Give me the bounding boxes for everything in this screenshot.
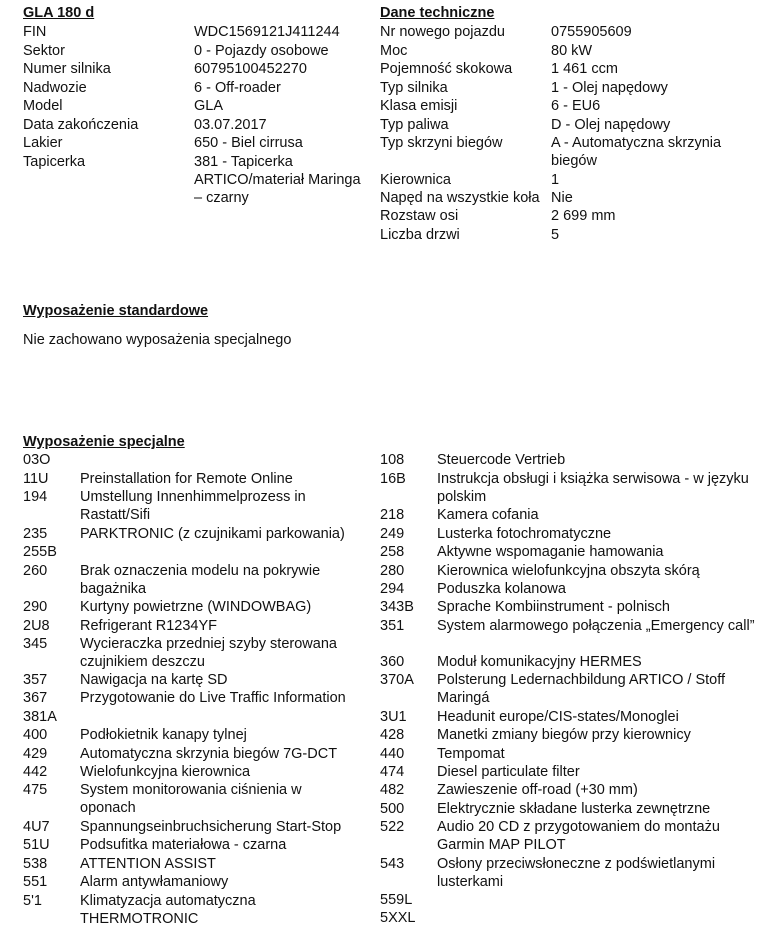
equipment-desc: Diesel particulate filter xyxy=(437,764,580,780)
field-value: 03.07.2017 xyxy=(194,117,267,133)
equipment-desc: Kierownica wielofunkcyjna obszyta skórą xyxy=(437,563,700,579)
equipment-row xyxy=(23,763,373,781)
equipment-row xyxy=(23,892,373,927)
field-value: WDC1569121J411244 xyxy=(194,24,340,40)
field-value: 2 699 mm xyxy=(551,208,616,224)
equipment-row xyxy=(380,580,760,598)
equipment-row xyxy=(380,506,760,524)
tech-field-row xyxy=(380,23,760,41)
equipment-row xyxy=(23,525,373,543)
field-label: Pojemność skokowa xyxy=(380,61,513,77)
equipment-code: 345 xyxy=(23,636,48,652)
equipment-desc: Audio 20 CD z przygotowaniem do montażu Garmin MAP PILOT xyxy=(437,819,720,853)
field-label: Data zakończenia xyxy=(23,117,139,133)
vehicle-field-row xyxy=(23,60,373,78)
field-value: 6 - Off-roader xyxy=(194,80,281,96)
equipment-code: 3U1 xyxy=(380,709,407,725)
equipment-row xyxy=(23,488,373,523)
field-value: 0 - Pojazdy osobowe xyxy=(194,43,329,59)
field-label: Typ paliwa xyxy=(380,117,449,133)
vehicle-field-row xyxy=(23,23,373,41)
equipment-desc: Steuercode Vertrieb xyxy=(437,452,566,468)
equipment-desc: Elektrycznie składane lusterka zewnętrzne xyxy=(437,801,711,817)
equipment-desc: Alarm antywłamaniowy xyxy=(80,874,229,890)
equipment-row xyxy=(380,909,760,927)
equipment-row xyxy=(380,855,760,890)
equipment-row xyxy=(23,470,373,488)
equipment-desc: Polsterung Ledernachbildung ARTICO / Stoff Maringá xyxy=(437,672,726,706)
equipment-row xyxy=(380,543,760,561)
vehicle-field-row xyxy=(23,134,373,152)
equipment-desc: Umstellung Innenhimmelprozess in Rastatt/Sifi xyxy=(80,489,306,523)
equipment-code: 428 xyxy=(380,727,405,743)
equipment-code: 440 xyxy=(380,746,405,762)
field-label: Nr nowego pojazdu xyxy=(380,24,505,40)
equipment-desc: Brak oznaczenia modelu na pokrywie bagażnika xyxy=(80,563,321,597)
equipment-desc: Refrigerant R1234YF xyxy=(80,618,218,634)
equipment-code: 400 xyxy=(23,727,48,743)
equipment-desc: Instrukcja obsługi i książka serwisowa - w języku polskim xyxy=(437,471,749,505)
equipment-row xyxy=(380,726,760,744)
equipment-desc: Spannungseinbruchsicherung Start-Stop xyxy=(80,819,342,835)
equipment-desc: PARKTRONIC (z czujnikami parkowania) xyxy=(80,526,345,542)
field-label: Kierownica xyxy=(380,172,451,188)
equipment-row xyxy=(23,708,373,726)
equipment-row xyxy=(380,781,760,799)
special-title: Wyposażenie specjalne xyxy=(23,434,185,450)
field-value: 60795100452270 xyxy=(194,61,307,77)
equipment-code: 2U8 xyxy=(23,618,50,634)
equipment-row xyxy=(23,562,373,597)
equipment-row xyxy=(23,671,373,689)
equipment-desc: Poduszka kolanowa xyxy=(437,581,566,597)
equipment-code: 11U xyxy=(23,471,49,487)
equipment-code: 559L xyxy=(380,892,413,908)
field-label: Rozstaw osi xyxy=(380,208,459,224)
tech-title: Dane techniczne xyxy=(380,5,495,21)
field-label: Klasa emisji xyxy=(380,98,458,114)
equipment-desc: Moduł komunikacyjny HERMES xyxy=(437,654,642,670)
field-label: Liczba drzwi xyxy=(380,227,460,243)
vehicle-title: GLA 180 d xyxy=(23,5,95,21)
equipment-code: 03O xyxy=(23,452,51,468)
equipment-code: 108 xyxy=(380,452,405,468)
equipment-desc: Headunit europe/CIS-states/Monoglei xyxy=(437,709,679,725)
equipment-desc: Zawieszenie off-road (+30 mm) xyxy=(437,782,638,798)
equipment-code: 5XXL xyxy=(380,910,416,926)
equipment-desc: Podsufitka materiałowa - czarna xyxy=(80,837,287,853)
tech-field-row xyxy=(380,97,760,115)
equipment-row xyxy=(23,818,373,836)
field-label: Numer silnika xyxy=(23,61,111,77)
field-value: 1 xyxy=(551,172,560,188)
equipment-desc: Sprache Kombiinstrument - polnisch xyxy=(437,599,670,615)
equipment-desc: Klimatyzacja automatyczna THERMOTRONIC xyxy=(80,893,256,927)
equipment-code: 482 xyxy=(380,782,405,798)
equipment-desc: Tempomat xyxy=(437,746,505,762)
equipment-desc: Lusterka fotochromatyczne xyxy=(437,526,612,542)
equipment-desc: Nawigacja na kartę SD xyxy=(80,672,228,688)
vehicle-field-row xyxy=(23,116,373,134)
equipment-code: 255B xyxy=(23,544,57,560)
equipment-row xyxy=(23,781,373,816)
equipment-desc: Wycieraczka przedniej szyby sterowana czujnikiem deszczu xyxy=(80,636,337,670)
equipment-code: 500 xyxy=(380,801,405,817)
equipment-code: 4U7 xyxy=(23,819,50,835)
equipment-code: 235 xyxy=(23,526,48,542)
equipment-code: 5'1 xyxy=(23,893,42,909)
equipment-row xyxy=(23,745,373,763)
field-value: 1 461 ccm xyxy=(551,61,618,77)
equipment-desc: Podłokietnik kanapy tylnej xyxy=(80,727,247,743)
equipment-row xyxy=(380,800,760,818)
field-value: Nie xyxy=(551,190,573,206)
tech-field-row xyxy=(380,116,760,134)
equipment-code: 370A xyxy=(380,672,414,688)
field-label: Lakier xyxy=(23,135,63,151)
equipment-row xyxy=(380,598,760,616)
field-label: Napęd na wszystkie koła xyxy=(380,190,540,206)
equipment-code: 280 xyxy=(380,563,405,579)
field-value: 1 - Olej napędowy xyxy=(551,80,668,96)
equipment-code: 367 xyxy=(23,690,48,706)
equipment-desc: Kurtyny powietrzne (WINDOWBAG) xyxy=(80,599,312,615)
tech-field-row xyxy=(380,60,760,78)
equipment-code: 16B xyxy=(380,471,406,487)
equipment-row xyxy=(23,855,373,873)
equipment-row xyxy=(380,562,760,580)
standard-title: Wyposażenie standardowe xyxy=(23,303,209,319)
field-value: A - Automatyczna skrzynia biegów xyxy=(551,135,722,169)
tech-field-row xyxy=(380,189,760,207)
equipment-row xyxy=(380,653,760,671)
vehicle-field-row xyxy=(23,153,373,206)
equipment-desc: Osłony przeciwsłoneczne z podświetlanymi lusterkami xyxy=(437,856,716,890)
equipment-desc: ATTENTION ASSIST xyxy=(80,856,216,872)
field-value: 6 - EU6 xyxy=(551,98,601,114)
tech-field-row xyxy=(380,171,760,189)
equipment-code: 551 xyxy=(23,874,48,890)
tech-field-row xyxy=(380,207,760,225)
equipment-code: 543 xyxy=(380,856,405,872)
standard-text: Nie zachowano wyposażenia specjalnego xyxy=(23,332,292,348)
equipment-row xyxy=(23,873,373,891)
equipment-desc: Automatyczna skrzynia biegów 7G-DCT xyxy=(80,746,338,762)
field-label: Sektor xyxy=(23,43,65,59)
vehicle-field-row xyxy=(23,42,373,60)
equipment-row xyxy=(23,598,373,616)
field-label: Typ silnika xyxy=(380,80,448,96)
equipment-row xyxy=(380,891,760,909)
equipment-code: 360 xyxy=(380,654,405,670)
equipment-row xyxy=(380,617,760,635)
field-value: 650 - Biel cirrusa xyxy=(194,135,303,151)
field-value: 381 - Tapicerka ARTICO/materiał Maringa – czarny xyxy=(194,154,361,206)
equipment-row xyxy=(23,451,373,469)
field-label: Model xyxy=(23,98,63,114)
equipment-code: 51U xyxy=(23,837,50,853)
equipment-desc: System monitorowania ciśnienia w oponach xyxy=(80,782,302,816)
equipment-row xyxy=(23,689,373,707)
equipment-code: 357 xyxy=(23,672,48,688)
equipment-desc: Aktywne wspomaganie hamowania xyxy=(437,544,664,560)
equipment-row xyxy=(380,818,760,853)
tech-field-row xyxy=(380,134,760,169)
tech-field-row xyxy=(380,79,760,97)
equipment-code: 442 xyxy=(23,764,48,780)
equipment-code: 294 xyxy=(380,581,405,597)
equipment-row xyxy=(23,836,373,854)
equipment-code: 381A xyxy=(23,709,57,725)
equipment-code: 522 xyxy=(380,819,405,835)
equipment-code: 538 xyxy=(23,856,48,872)
equipment-row xyxy=(380,470,760,505)
equipment-row xyxy=(380,451,760,469)
field-value: D - Olej napędowy xyxy=(551,117,671,133)
field-value: 80 kW xyxy=(551,43,593,59)
equipment-desc: Przygotowanie do Live Traffic Information xyxy=(80,690,346,706)
equipment-row xyxy=(23,617,373,635)
equipment-code: 258 xyxy=(380,544,405,560)
equipment-code: 218 xyxy=(380,507,405,523)
tech-field-row xyxy=(380,42,760,60)
field-label: Tapicerka xyxy=(23,154,86,170)
equipment-code: 475 xyxy=(23,782,48,798)
equipment-code: 290 xyxy=(23,599,48,615)
field-label: Nadwozie xyxy=(23,80,87,96)
equipment-row xyxy=(23,635,373,670)
field-label: Moc xyxy=(380,43,408,59)
vehicle-field-row xyxy=(23,97,373,115)
equipment-row xyxy=(23,543,373,561)
equipment-row xyxy=(380,671,760,706)
equipment-code: 343B xyxy=(380,599,414,615)
field-value: GLA xyxy=(194,98,224,114)
equipment-desc: Manetki zmiany biegów przy kierownicy xyxy=(437,727,691,743)
equipment-code: 260 xyxy=(23,563,48,579)
field-value: 0755905609 xyxy=(551,24,632,40)
equipment-code: 474 xyxy=(380,764,405,780)
field-value: 5 xyxy=(551,227,560,243)
equipment-code: 194 xyxy=(23,489,48,505)
equipment-desc: Wielofunkcyjna kierownica xyxy=(80,764,251,780)
equipment-code: 351 xyxy=(380,618,405,634)
field-label: Typ skrzyni biegów xyxy=(380,135,503,151)
equipment-code: 249 xyxy=(380,526,405,542)
vehicle-field-row xyxy=(23,79,373,97)
field-label: FIN xyxy=(23,24,47,40)
equipment-row xyxy=(380,745,760,763)
equipment-row xyxy=(23,726,373,744)
tech-field-row xyxy=(380,226,760,244)
equipment-row xyxy=(380,763,760,781)
equipment-desc: System alarmowego połączenia „Emergency call” xyxy=(437,618,755,634)
equipment-row xyxy=(380,708,760,726)
equipment-row xyxy=(380,525,760,543)
equipment-code: 429 xyxy=(23,746,48,762)
equipment-desc: Preinstallation for Remote Online xyxy=(80,471,293,487)
equipment-desc: Kamera cofania xyxy=(437,507,539,523)
